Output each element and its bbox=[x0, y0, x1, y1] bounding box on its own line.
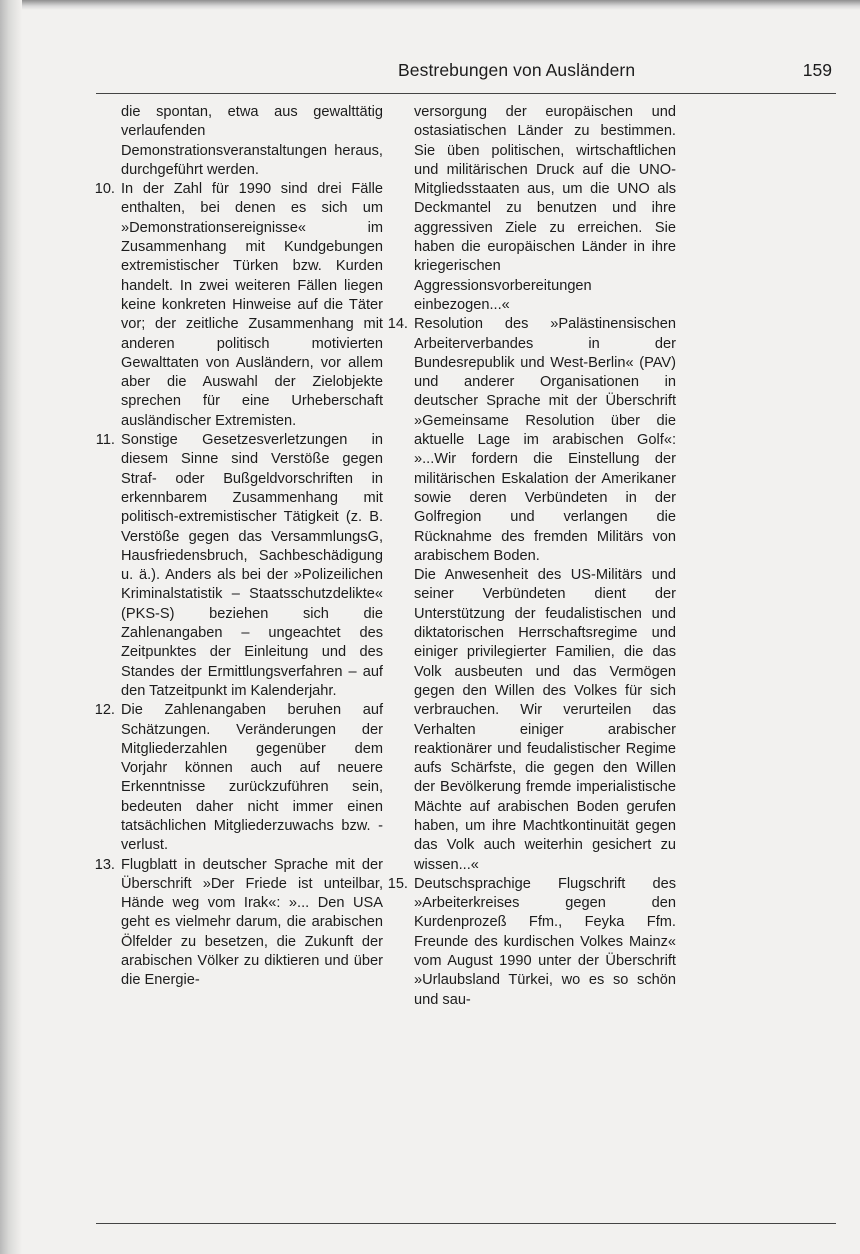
note-number: 15. bbox=[387, 875, 408, 892]
note-12 bbox=[94, 701, 383, 855]
note-13-continuation bbox=[414, 103, 676, 315]
page-number: 159 bbox=[802, 60, 832, 80]
note-number: 12. bbox=[94, 702, 115, 719]
note-14 bbox=[387, 315, 676, 566]
note-number: 13. bbox=[94, 856, 115, 873]
note-text: Resolution des »Palästinensischen Arbeiterverbandes in der Bundesrepublik und West-Berlin« (PAV) und anderer Organisationen in deutscher Sprache mit der Überschrift »Gemeinsame Resolution über die aktuelle Lage im arabischen Golf«: »...Wir fordern die Einstellung der militärischen Eskalation der Amerikaner sowie deren Verbündeten in der Golfregion und verlangen die Rücknahme des fremden Militärs von arabischem Boden. bbox=[414, 316, 676, 564]
note-number: 11. bbox=[95, 432, 115, 449]
note-number: 14. bbox=[387, 316, 408, 333]
note-text: versorgung der europäischen und ostasiatischen Länder zu bestimmen. Sie üben politischen, wirtschaftlichen und militärischen Druck auf die UNO-Mitgliedsstaaten aus, um die UNO als Deckmantel zu benutzen und ihre aggressiven Ziele zu erreichen. Sie haben die europäischen Länder in ihre kriegerischen Aggressionsvorbereitungen einbezogen...« bbox=[414, 104, 676, 313]
note-text: Flugblatt in deutscher Sprache mit der Überschrift »Der Friede ist unteilbar, Hände weg vom Irak«: »... Den USA geht es vielmehr darum, die arabischen Ölfelder zu besetzen, die Zukunft der arabischen Völker zu diktieren und über die Energie- bbox=[121, 856, 383, 989]
note-continuation bbox=[121, 103, 383, 180]
note-text: Die Zahlenangaben beruhen auf Schätzungen. Veränderungen der Mitgliederzahlen gegenüber dem Vorjahr können auch auf neuere Erkenntnisse zurückzuführen sein, bedeuten daher nicht immer einen tatsächlichen Mitgliederzuwachs bzw. -verlust. bbox=[121, 702, 383, 854]
note-10 bbox=[94, 180, 383, 431]
left-column bbox=[94, 103, 383, 991]
note-text: Die Anwesenheit des US-Militärs und seiner Verbündeten dient der Unterstützung der feudalistischen und diktatorischen Herrschaftsregime und einiger privilegierter Familien, die das Volk ausbeuten und das Vermögen gegen den Willen des Volkes für sich verbrauchen. Wir verurteilen das Verhalten einiger arabischer reaktionärer und feudalistischer Regime aufs Schärfste, die gegen den Willen der Bevölkerung fremde imperialistische Mächte auf arabischen Boden gerufen haben, um ihre Machtkontinuität gegen das Volk auch weiterhin gesichert zu wissen...« bbox=[414, 567, 676, 873]
note-15 bbox=[387, 875, 676, 1010]
note-text: In der Zahl für 1990 sind drei Fälle enthalten, bei denen es sich um »Demonstrationsereignisse« im Zusammenhang mit Kundgebungen extremistischer Türken bzw. Kurden handelt. In zwei weiteren Fällen liegen keine konkreten Hinweise auf die Täter vor; der zeitliche Zusammenhang mit anderen politisch motivierten Gewalttaten von Ausländern, vor allem aber die Auswahl der Zielobjekte sprechen für eine Urheberschaft ausländischer Extremisten. bbox=[121, 181, 383, 429]
note-13 bbox=[94, 856, 383, 991]
right-column bbox=[387, 103, 676, 1010]
note-text: Deutschsprachige Flugschrift des »Arbeiterkreises gegen den Kurdenprozeß Ffm., Feyka Ffm. Freunde des kurdischen Volkes Mainz« vom August 1990 unter der Überschrift »Urlaubsland Türkei, wo es so schön und sau- bbox=[414, 875, 676, 1008]
note-text: Sonstige Gesetzesverletzungen in diesem Sinne sind Verstöße gegen Straf- oder Bußgeldvorschriften in erkennbarem Zusammenhang mit politisch-extremistischer Tätigkeit (z. B. Verstöße gegen das VersammlungsG, Hausfriedensbruch, Sachbeschädigung u. ä.). Anders als bei der »Polizeilichen Kriminalstatistik – Staatsschutzdelikte« (PKS-S) beziehen sich die Zahlenangaben – ungeachtet des Zeitpunktes der Einleitung und des Standes der Ermittlungsverfahren – auf den Tatzeitpunkt im Kalenderjahr. bbox=[121, 432, 383, 699]
note-text: die spontan, etwa aus gewalttätig verlaufenden Demonstrationsveranstaltungen heraus, durchgeführt werden. bbox=[121, 104, 383, 178]
note-number: 10. bbox=[94, 181, 115, 198]
note-14-paragraph-2 bbox=[414, 566, 676, 875]
footer-rule bbox=[96, 1223, 836, 1224]
running-head bbox=[96, 60, 836, 88]
note-11 bbox=[95, 431, 383, 701]
scan-shadow-left bbox=[0, 0, 22, 1254]
running-head-title: Bestrebungen von Ausländern bbox=[398, 60, 636, 80]
header-rule bbox=[96, 93, 836, 94]
scan-shadow-top bbox=[0, 0, 860, 10]
